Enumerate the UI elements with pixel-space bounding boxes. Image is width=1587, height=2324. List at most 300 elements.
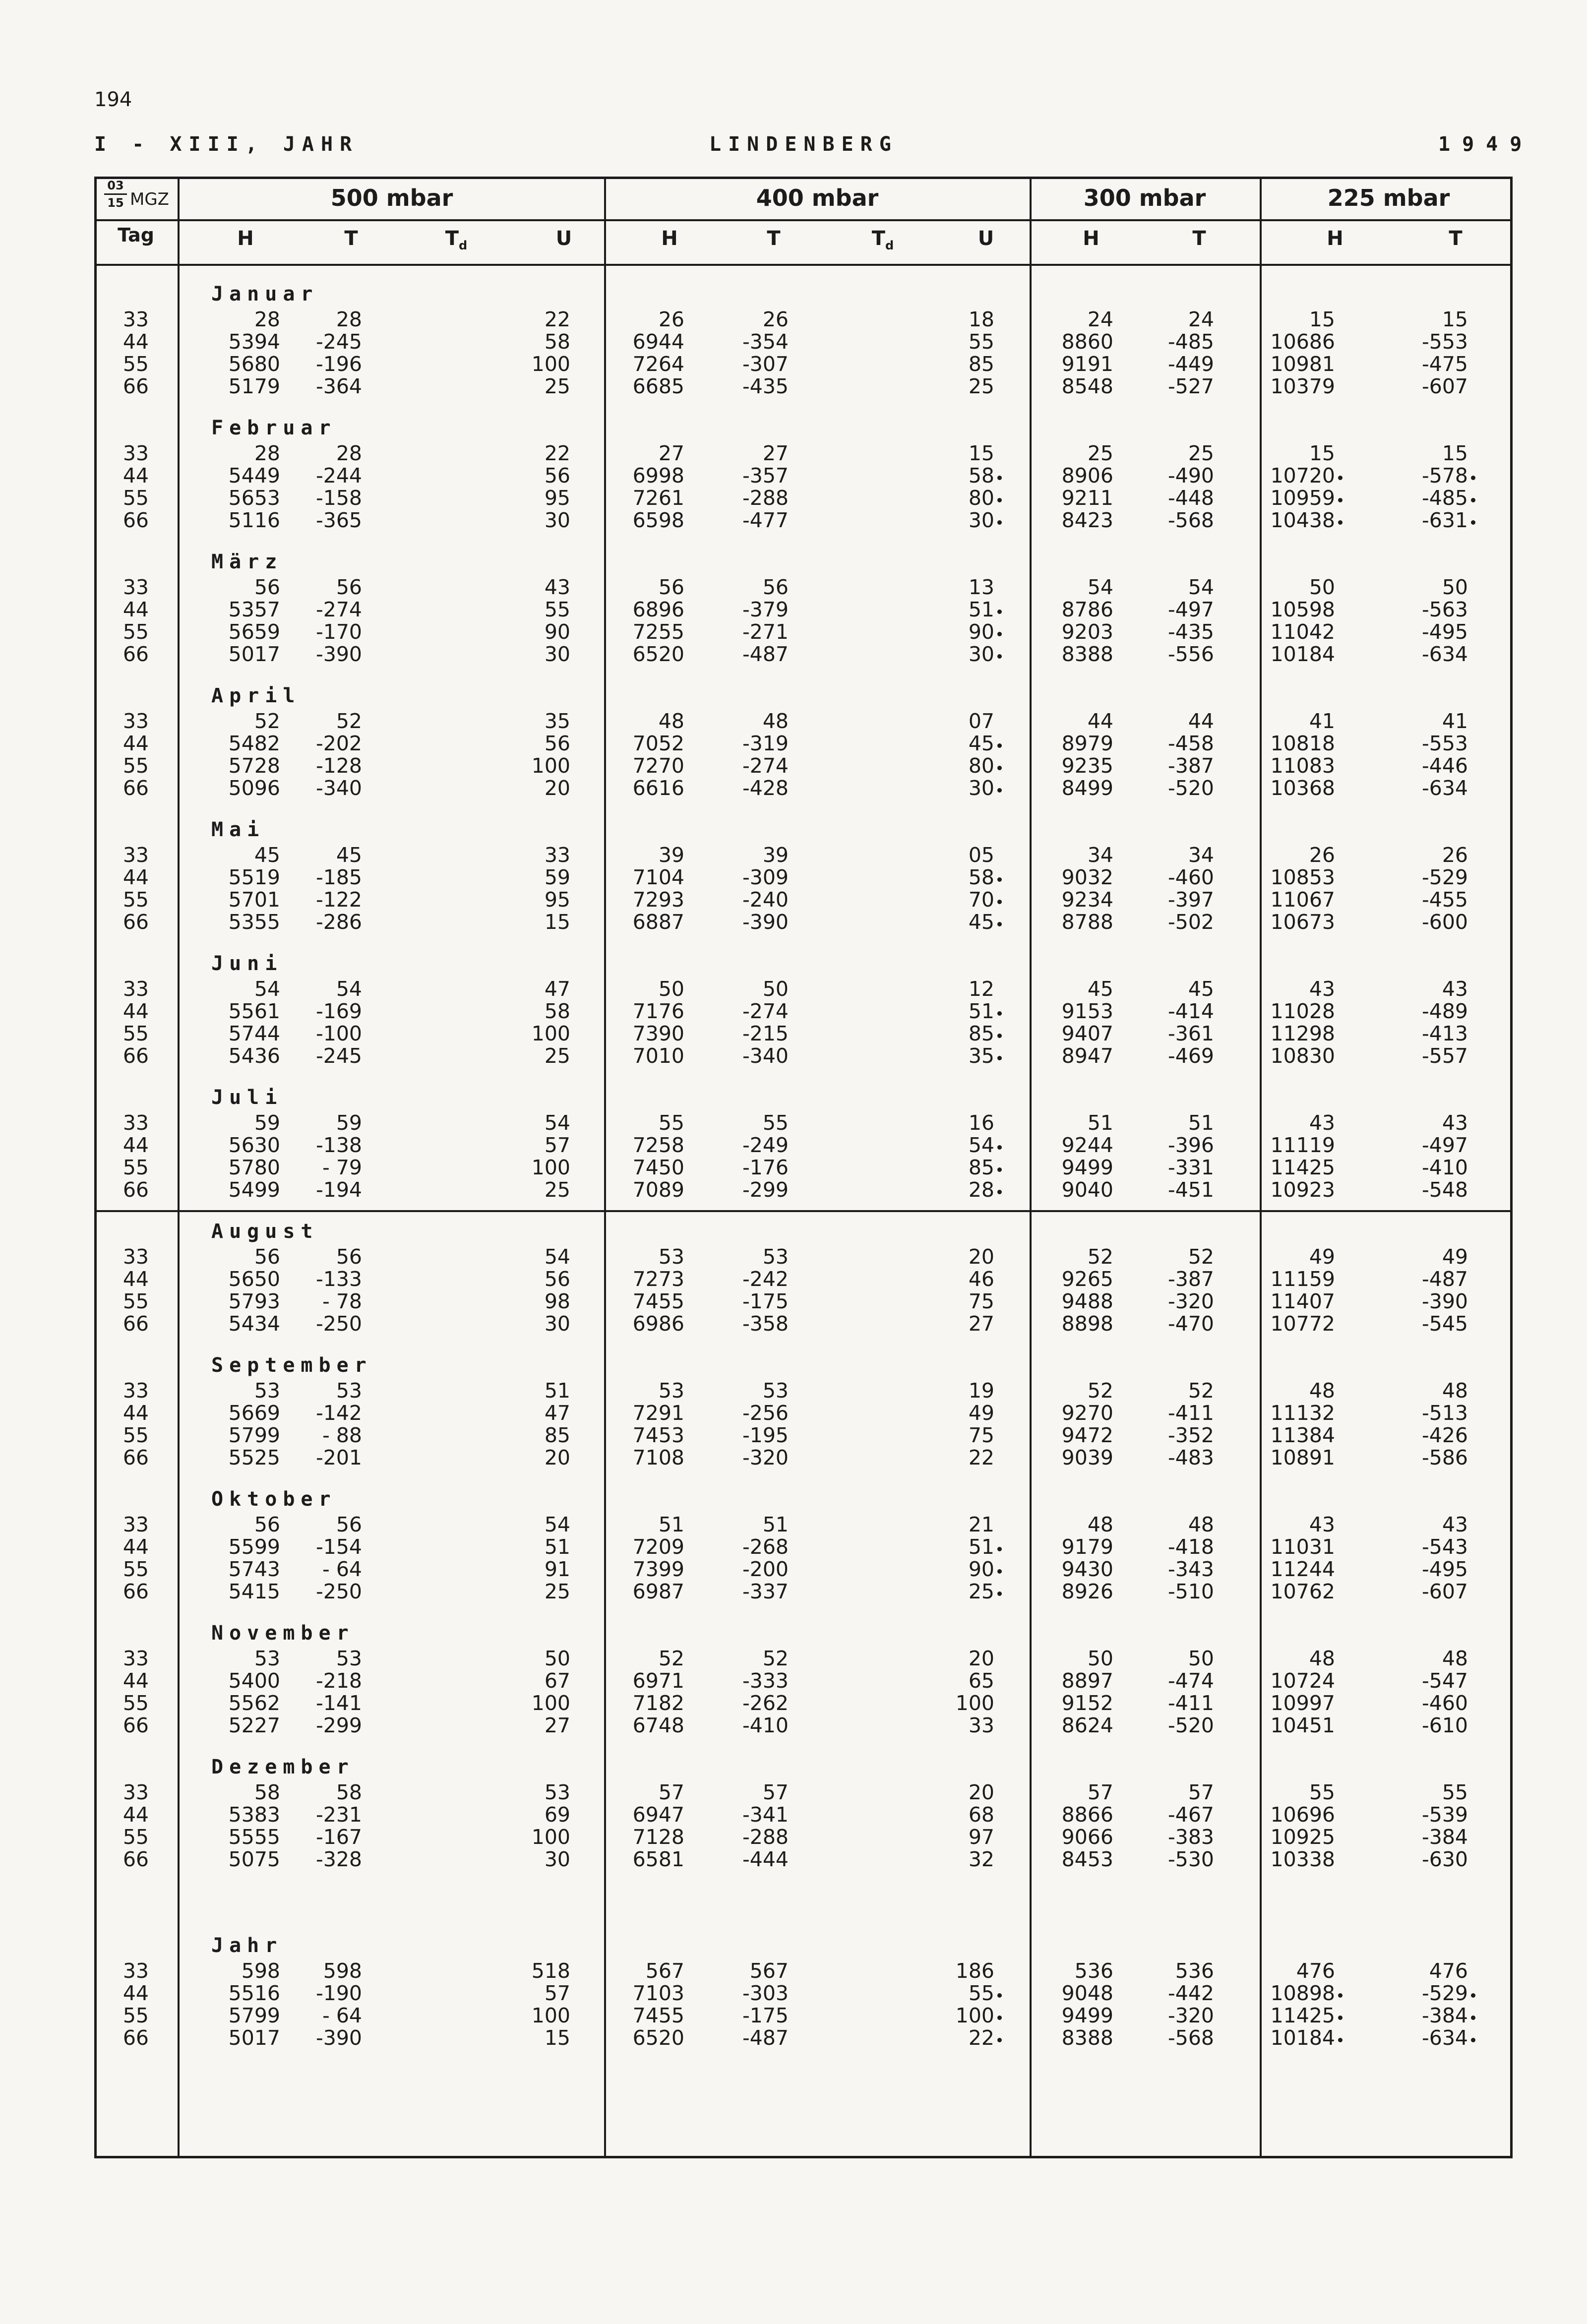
month-label: Juli — [211, 1086, 283, 1109]
uncertainty-dot — [1338, 476, 1343, 480]
table-cell: 7455 — [632, 2004, 684, 2027]
table-cell: 7010 — [632, 1044, 684, 1068]
table-cell: 10959 — [1270, 486, 1335, 510]
table-cell: -607 — [1421, 1580, 1468, 1603]
table-cell: 28 — [254, 307, 280, 331]
table-cell: 59 — [544, 865, 570, 889]
uncertainty-dot — [1471, 1993, 1475, 1998]
table-cell: 55 — [968, 330, 994, 354]
table-cell: 8947 — [1061, 1044, 1113, 1068]
table-cell: -530 — [1167, 1847, 1214, 1871]
table-cell: -231 — [315, 1803, 362, 1827]
divider-400 — [1030, 177, 1032, 2158]
table-cell: 21 — [968, 1513, 994, 1536]
table-cell: 7255 — [632, 620, 684, 644]
table-cell: 50 — [658, 977, 684, 1001]
table-cell: 100 — [531, 1156, 570, 1179]
header-station: LINDENBERG — [709, 133, 898, 156]
row-label: 55 — [122, 352, 149, 376]
table-cell: -490 — [1167, 464, 1214, 488]
table-cell: 6581 — [632, 1847, 684, 1871]
table-cell: 5562 — [228, 1691, 280, 1715]
table-cell: -529 — [1421, 865, 1468, 889]
table-cell: 48 — [1309, 1647, 1335, 1670]
table-cell: 26 — [762, 307, 789, 331]
table-cell: 536 — [1074, 1959, 1113, 1983]
table-cell: -195 — [742, 1423, 789, 1447]
table-cell: 10925 — [1270, 1825, 1335, 1849]
table-cell: -442 — [1167, 1981, 1214, 2005]
table-cell: 7176 — [632, 999, 684, 1023]
row-label: 55 — [122, 1691, 149, 1715]
table-cell: 57 — [1087, 1780, 1113, 1804]
table-cell: 27 — [544, 1713, 570, 1737]
table-cell: 53 — [544, 1780, 570, 1804]
table-cell: 11407 — [1270, 1289, 1335, 1313]
table-cell: 11042 — [1270, 620, 1335, 644]
table-cell: 10673 — [1270, 910, 1335, 934]
table-cell: 80 — [968, 754, 994, 778]
table-cell: 5669 — [228, 1401, 280, 1425]
table-cell: -364 — [315, 374, 362, 398]
uncertainty-dot — [997, 476, 1002, 480]
table-cell: -383 — [1167, 1825, 1214, 1849]
table-cell: 15 — [544, 2026, 570, 2050]
table-cell: 53 — [336, 1379, 362, 1403]
table-cell: 39 — [762, 843, 789, 867]
table-cell: 54 — [336, 977, 362, 1001]
table-cell: 30 — [544, 508, 570, 532]
table-cell: -557 — [1421, 1044, 1468, 1068]
row-label: 33 — [122, 1513, 149, 1536]
table-cell: -352 — [1167, 1423, 1214, 1447]
table-cell: 5630 — [228, 1133, 280, 1157]
table-cell: -410 — [742, 1713, 789, 1737]
row-label: 66 — [122, 776, 149, 800]
table-cell: -169 — [315, 999, 362, 1023]
table-cell: -553 — [1421, 330, 1468, 354]
uncertainty-dot — [997, 743, 1002, 748]
table-cell: 33 — [544, 843, 570, 867]
mgz-top: 03 — [107, 179, 124, 192]
table-cell: 15 — [1309, 307, 1335, 331]
col-400-t: T — [767, 227, 781, 250]
table-cell: 59 — [254, 1111, 280, 1135]
col-400-h: H — [661, 227, 678, 250]
table-cell: -631 — [1421, 508, 1468, 532]
table-cell: 6987 — [632, 1580, 684, 1603]
table-cell: 20 — [968, 1647, 994, 1670]
table-cell: 5743 — [228, 1557, 280, 1581]
table-cell: 58 — [544, 330, 570, 354]
table-cell: 7390 — [632, 1022, 684, 1045]
table-cell: -319 — [742, 732, 789, 755]
table-cell: 53 — [762, 1379, 789, 1403]
table-cell: 100 — [955, 1691, 994, 1715]
row-label: 55 — [122, 2004, 149, 2027]
table-cell: -358 — [742, 1312, 789, 1336]
table-cell: 100 — [531, 2004, 570, 2027]
uncertainty-dot — [1338, 1993, 1343, 1998]
uncertainty-dot — [1471, 520, 1475, 525]
table-cell: 518 — [531, 1959, 570, 1983]
table-cell: -543 — [1421, 1535, 1468, 1559]
table-cell: 9265 — [1061, 1267, 1113, 1291]
table-cell: 567 — [645, 1959, 684, 1983]
row-label: 66 — [122, 1312, 149, 1336]
uncertainty-dot — [1338, 2016, 1343, 2020]
table-cell: 9066 — [1061, 1825, 1113, 1849]
table-cell: 10762 — [1270, 1580, 1335, 1603]
table-cell: -527 — [1167, 374, 1214, 398]
table-cell: 476 — [1296, 1959, 1335, 1983]
table-cell: 100 — [531, 352, 570, 376]
uncertainty-dot — [997, 788, 1002, 793]
table-cell: -477 — [742, 508, 789, 532]
table-cell: 9039 — [1061, 1446, 1113, 1469]
row-label: 44 — [122, 1981, 149, 2005]
table-cell: 7264 — [632, 352, 684, 376]
table-cell: -474 — [1167, 1669, 1214, 1693]
mgz-fraction — [104, 179, 127, 210]
table-cell: -167 — [315, 1825, 362, 1849]
table-cell: 11298 — [1270, 1022, 1335, 1045]
row-label: 44 — [122, 1133, 149, 1157]
table-cell: -568 — [1167, 2026, 1214, 2050]
table-cell: -520 — [1167, 1713, 1214, 1737]
table-cell: 68 — [968, 1803, 994, 1827]
table-cell: 50 — [1087, 1647, 1113, 1670]
table-cell: 59 — [336, 1111, 362, 1135]
table-cell: -513 — [1421, 1401, 1468, 1425]
table-cell: 9430 — [1061, 1557, 1113, 1581]
table-cell: 11132 — [1270, 1401, 1335, 1425]
table-cell: 51 — [1188, 1111, 1214, 1135]
row-label: 66 — [122, 374, 149, 398]
table-cell: -274 — [742, 999, 789, 1023]
uncertainty-dot — [1338, 520, 1343, 525]
table-cell: 55 — [1442, 1780, 1468, 1804]
table-cell: 6520 — [632, 642, 684, 666]
table-cell: -539 — [1421, 1803, 1468, 1827]
table-cell: 43 — [1442, 977, 1468, 1001]
table-cell: 16 — [968, 1111, 994, 1135]
uncertainty-dot — [997, 498, 1002, 502]
table-cell: -485 — [1421, 486, 1468, 510]
table-cell: -563 — [1421, 598, 1468, 621]
table-cell: -384 — [1421, 2004, 1468, 2027]
table-cell: -390 — [1421, 1289, 1468, 1313]
row-label: 33 — [122, 1379, 149, 1403]
uncertainty-dot — [997, 1167, 1002, 1172]
table-cell: 58 — [968, 464, 994, 488]
table-cell: 24 — [1188, 307, 1214, 331]
table-cell: - 88 — [322, 1423, 362, 1447]
row-label: 33 — [122, 1647, 149, 1670]
table-cell: 100 — [955, 2004, 994, 2027]
table-cell: -250 — [315, 1312, 362, 1336]
row-label: 66 — [122, 2026, 149, 2050]
table-cell: 35 — [544, 709, 570, 733]
table-cell: -200 — [742, 1557, 789, 1581]
table-cell: 5394 — [228, 330, 280, 354]
table-cell: -414 — [1167, 999, 1214, 1023]
table-cell: 30 — [544, 1847, 570, 1871]
table-cell: 19 — [968, 1379, 994, 1403]
table-cell: 52 — [1188, 1379, 1214, 1403]
table-cell: -299 — [742, 1178, 789, 1202]
table-cell: 10724 — [1270, 1669, 1335, 1693]
col-225-h: H — [1327, 227, 1343, 250]
table-cell: 9179 — [1061, 1535, 1113, 1559]
table-cell: -547 — [1421, 1669, 1468, 1693]
table-cell: 56 — [544, 464, 570, 488]
table-cell: 7052 — [632, 732, 684, 755]
row-label: 66 — [122, 508, 149, 532]
table-cell: -529 — [1421, 1981, 1468, 2005]
month-label: Januar — [211, 283, 319, 306]
uncertainty-dot — [997, 1190, 1002, 1194]
table-cell: -634 — [1421, 642, 1468, 666]
table-cell: 5799 — [228, 1423, 280, 1447]
table-cell: -510 — [1167, 1580, 1214, 1603]
table-cell: 5179 — [228, 374, 280, 398]
col-500-td-sub: d — [459, 239, 468, 252]
table-cell: 27 — [658, 441, 684, 465]
table-cell: 15 — [968, 441, 994, 465]
table-cell: 55 — [762, 1111, 789, 1135]
row-label: 44 — [122, 464, 149, 488]
table-cell: 5357 — [228, 598, 280, 621]
table-cell: 54 — [1188, 575, 1214, 599]
table-cell: 50 — [1309, 575, 1335, 599]
table-cell: -451 — [1167, 1178, 1214, 1202]
row-label: 44 — [122, 999, 149, 1023]
table-cell: -520 — [1167, 776, 1214, 800]
row-label: 55 — [122, 620, 149, 644]
table-cell: 05 — [968, 843, 994, 867]
table-cell: -337 — [742, 1580, 789, 1603]
table-cell: 43 — [1309, 1513, 1335, 1536]
table-cell: 30 — [968, 508, 994, 532]
table-cell: 33 — [968, 1713, 994, 1737]
row-label: 44 — [122, 330, 149, 354]
table-cell: - 78 — [322, 1289, 362, 1313]
table-cell: 41 — [1442, 709, 1468, 733]
table-cell: 9235 — [1061, 754, 1113, 778]
row-label: 33 — [122, 843, 149, 867]
table-cell: - 64 — [322, 1557, 362, 1581]
uncertainty-dot — [997, 2016, 1002, 2020]
table-cell: 7103 — [632, 1981, 684, 2005]
table-cell: 22 — [544, 307, 570, 331]
table-cell: 5599 — [228, 1535, 280, 1559]
table-cell: 9032 — [1061, 865, 1113, 889]
header-225-mbar: 225 mbar — [1327, 184, 1450, 211]
row-label: 44 — [122, 865, 149, 889]
table-cell: -384 — [1421, 1825, 1468, 1849]
table-cell: 44 — [1087, 709, 1113, 733]
table-cell: 51 — [968, 1535, 994, 1559]
month-label: Juni — [211, 952, 283, 975]
table-cell: 85 — [544, 1423, 570, 1447]
table-cell: -250 — [315, 1580, 362, 1603]
table-cell: 7399 — [632, 1557, 684, 1581]
table-cell: 47 — [544, 977, 570, 1001]
table-cell: -262 — [742, 1691, 789, 1715]
table-cell: -497 — [1421, 1133, 1468, 1157]
table-cell: -245 — [315, 330, 362, 354]
table-cell: 57 — [1188, 1780, 1214, 1804]
table-cell: 57 — [658, 1780, 684, 1804]
table-cell: 9407 — [1061, 1022, 1113, 1045]
table-cell: 5400 — [228, 1669, 280, 1693]
table-cell: 7182 — [632, 1691, 684, 1715]
table-cell: 53 — [336, 1647, 362, 1670]
table-cell: 49 — [1442, 1245, 1468, 1269]
table-cell: 56 — [544, 1267, 570, 1291]
uncertainty-dot — [997, 1569, 1002, 1574]
table-cell: 100 — [531, 1691, 570, 1715]
table-cell: 9270 — [1061, 1401, 1113, 1425]
table-cell: 9153 — [1061, 999, 1113, 1023]
table-cell: -274 — [742, 754, 789, 778]
table-cell: 56 — [762, 575, 789, 599]
table-cell: -495 — [1421, 1557, 1468, 1581]
table-cell: 51 — [1087, 1111, 1113, 1135]
row-label: 33 — [122, 575, 149, 599]
month-label: September — [211, 1354, 372, 1377]
col-400-u: U — [977, 227, 994, 250]
table-cell: 28 — [968, 1178, 994, 1202]
table-cell: 97 — [968, 1825, 994, 1849]
table-cell: 15 — [1442, 441, 1468, 465]
row-label: 44 — [122, 1535, 149, 1559]
table-cell: 20 — [968, 1245, 994, 1269]
table-cell: -122 — [315, 888, 362, 912]
table-cell: 6598 — [632, 508, 684, 532]
table-cell: 11083 — [1270, 754, 1335, 778]
table-cell: - 79 — [322, 1156, 362, 1179]
table-cell: 10451 — [1270, 1713, 1335, 1737]
table-cell: -397 — [1167, 888, 1214, 912]
table-cell: 70 — [968, 888, 994, 912]
col-500-td — [445, 227, 467, 252]
row-label: 33 — [122, 1111, 149, 1135]
table-cell: 48 — [1309, 1379, 1335, 1403]
table-cell: -485 — [1167, 330, 1214, 354]
table-cell: 7453 — [632, 1423, 684, 1447]
table-cell: 95 — [544, 888, 570, 912]
table-cell: 9244 — [1061, 1133, 1113, 1157]
table-cell: -396 — [1167, 1133, 1214, 1157]
table-cell: -215 — [742, 1022, 789, 1045]
table-cell: 52 — [658, 1647, 684, 1670]
table-cell: -634 — [1421, 776, 1468, 800]
table-cell: -142 — [315, 1401, 362, 1425]
uncertainty-dot — [997, 2038, 1002, 2042]
table-cell: -448 — [1167, 486, 1214, 510]
table-cell: 598 — [323, 1959, 362, 1983]
table-cell: 10438 — [1270, 508, 1335, 532]
table-cell: 567 — [749, 1959, 789, 1983]
row-label: 55 — [122, 486, 149, 510]
table-cell: 7293 — [632, 888, 684, 912]
table-cell: 5650 — [228, 1267, 280, 1291]
uncertainty-dot — [997, 766, 1002, 770]
table-cell: -556 — [1167, 642, 1214, 666]
table-cell: -328 — [315, 1847, 362, 1871]
table-cell: -133 — [315, 1267, 362, 1291]
table-cell: -194 — [315, 1178, 362, 1202]
table-cell: 7455 — [632, 1289, 684, 1313]
table-cell: - 64 — [322, 2004, 362, 2027]
table-cell: 58 — [544, 999, 570, 1023]
table-cell: 58 — [968, 865, 994, 889]
header-500-mbar: 500 mbar — [330, 184, 453, 211]
uncertainty-dot — [997, 1591, 1002, 1596]
table-cell: -100 — [315, 1022, 362, 1045]
table-cell: 58 — [254, 1780, 280, 1804]
table-cell: 75 — [968, 1289, 994, 1313]
table-cell: 98 — [544, 1289, 570, 1313]
table-cell: -418 — [1167, 1535, 1214, 1559]
table-cell: 50 — [544, 1647, 570, 1670]
table-cell: 45 — [1188, 977, 1214, 1001]
table-cell: 5680 — [228, 352, 280, 376]
uncertainty-dot — [997, 922, 1002, 926]
table-cell: -320 — [742, 1446, 789, 1469]
table-cell: 9191 — [1061, 352, 1113, 376]
uncertainty-dot — [997, 1547, 1002, 1551]
table-cell: 44 — [1188, 709, 1214, 733]
table-cell: 12 — [968, 977, 994, 1001]
uncertainty-dot — [997, 1145, 1002, 1150]
row-label: 44 — [122, 1803, 149, 1827]
col-500-h: H — [237, 227, 254, 250]
divider-500 — [604, 177, 606, 2158]
table-cell: 10686 — [1270, 330, 1335, 354]
col-300-t: T — [1192, 227, 1206, 250]
table-cell: -303 — [742, 1981, 789, 2005]
table-cell: -600 — [1421, 910, 1468, 934]
table-cell: 8388 — [1061, 2026, 1113, 2050]
table-cell: 28 — [336, 441, 362, 465]
table-cell: -190 — [315, 1981, 362, 2005]
table-cell: 45 — [1087, 977, 1113, 1001]
table-cell: -158 — [315, 486, 362, 510]
table-cell: 8388 — [1061, 642, 1113, 666]
table-cell: 11244 — [1270, 1557, 1335, 1581]
table-cell: 8906 — [1061, 464, 1113, 488]
row-label: 55 — [122, 888, 149, 912]
table-cell: 95 — [544, 486, 570, 510]
header-rule-1 — [94, 219, 1513, 221]
table-cell: 11159 — [1270, 1267, 1335, 1291]
table-cell: -245 — [315, 1044, 362, 1068]
row-label: 66 — [122, 1580, 149, 1603]
table-cell: 5434 — [228, 1312, 280, 1336]
table-cell: 30 — [544, 642, 570, 666]
table-cell: -475 — [1421, 352, 1468, 376]
month-label: August — [211, 1220, 319, 1243]
table-cell: 22 — [968, 1446, 994, 1469]
table-cell: 25 — [544, 1178, 570, 1202]
table-cell: -138 — [315, 1133, 362, 1157]
table-cell: 5701 — [228, 888, 280, 912]
table-cell: 56 — [254, 575, 280, 599]
table-cell: 30 — [968, 776, 994, 800]
